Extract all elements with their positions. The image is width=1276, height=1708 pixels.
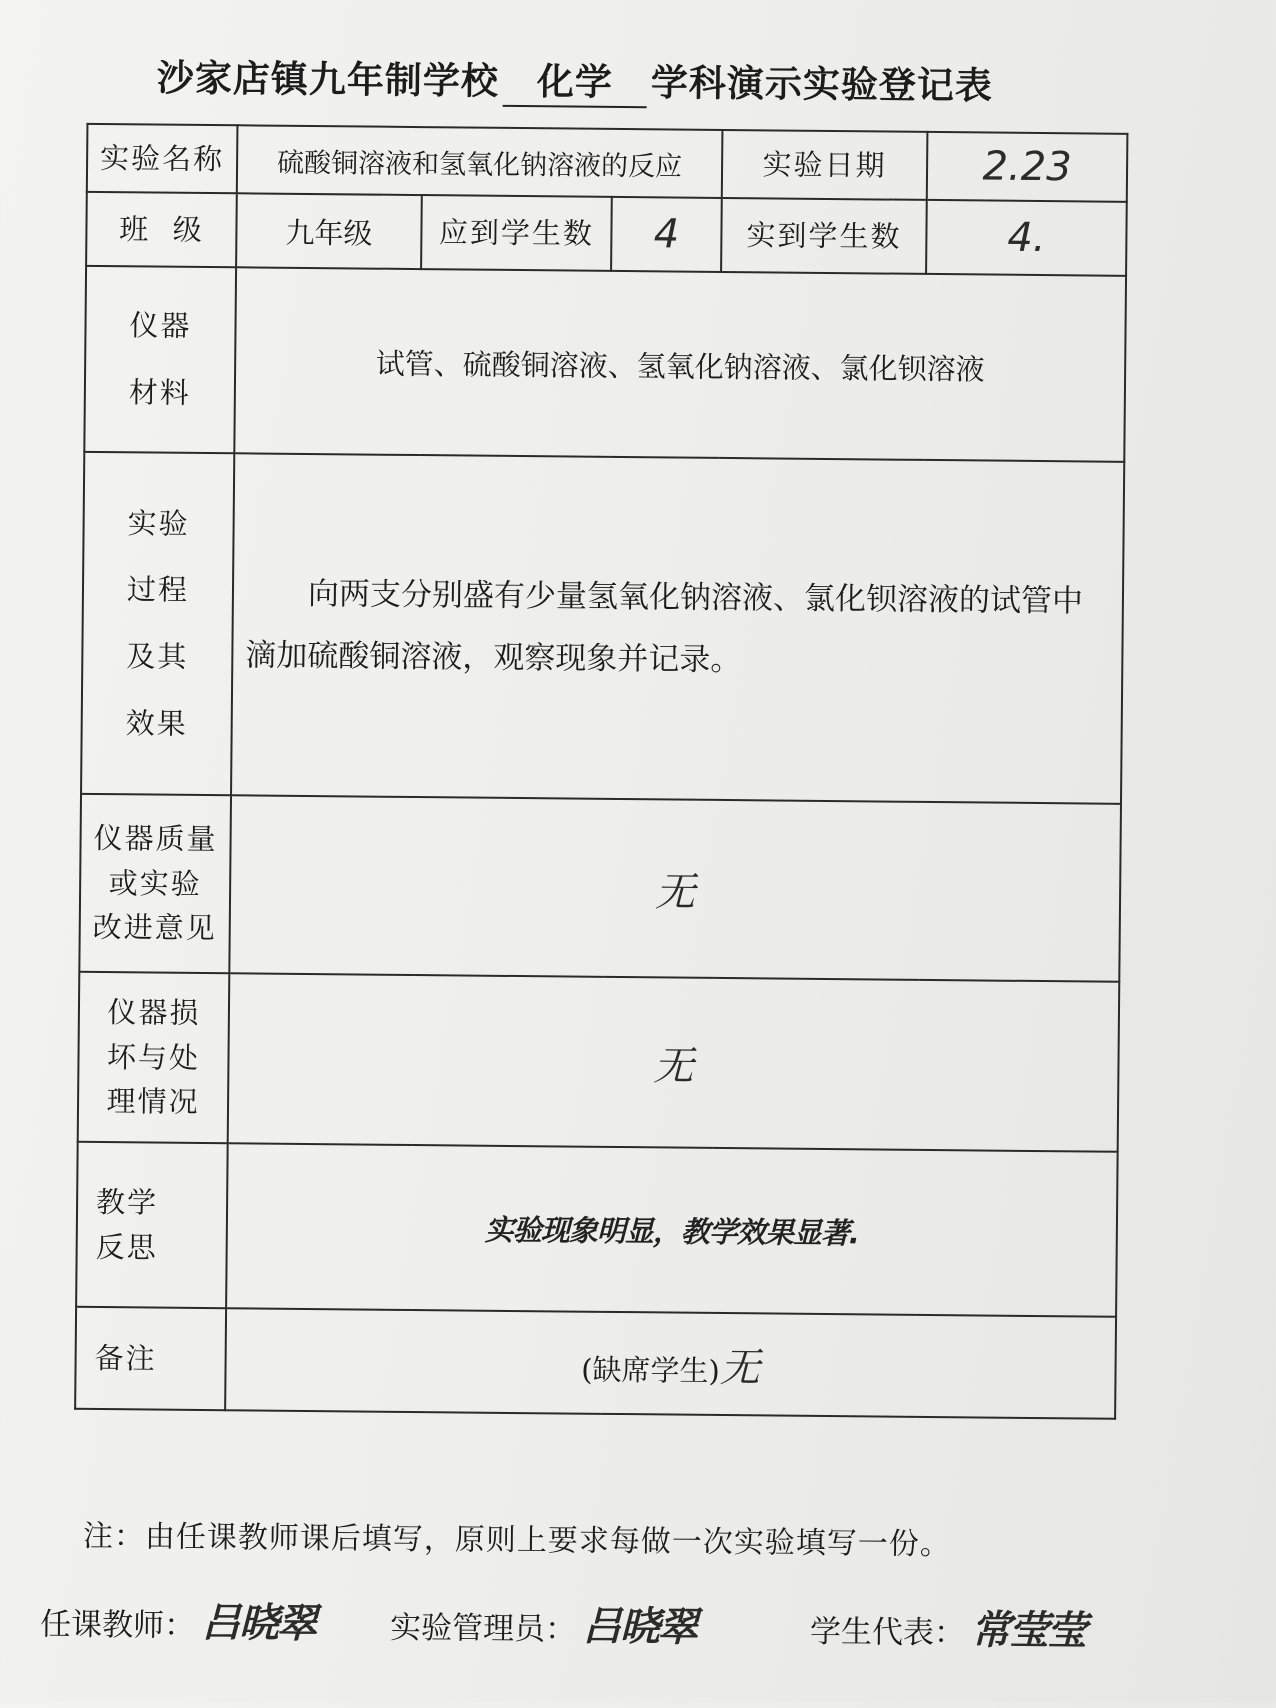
row-process — [81, 452, 1124, 804]
remarks-value: 无 — [719, 1344, 761, 1391]
materials-label-line-2: 材料 — [128, 375, 192, 410]
process-label-line-2: 过程 — [126, 572, 190, 608]
experiment-name-label: 实验名称 — [87, 124, 238, 193]
admin-signature — [390, 1593, 697, 1653]
process-label-line-3: 及其 — [126, 639, 189, 674]
row-damage — [78, 972, 1120, 1152]
admin-name: 吕晓翠 — [581, 1603, 697, 1651]
title-suffix: 学科演示实验登记表 — [650, 61, 994, 108]
experiment-name-value: 硫酸铜溶液和氢氧化钠溶液的反应 — [237, 125, 723, 198]
experiment-date-label: 实验日期 — [722, 130, 928, 200]
reflection-label-line-2: 反思 — [95, 1229, 158, 1265]
actual-students-label: 实到学生数 — [721, 198, 927, 274]
expected-students-label: 应到学生数 — [421, 195, 612, 271]
signature-row — [39, 1589, 1140, 1655]
admin-label: 实验管理员： — [389, 1609, 577, 1648]
reflection-label — [76, 1142, 228, 1308]
form-title — [157, 48, 1087, 113]
damage-label-line-3: 理情况 — [106, 1084, 200, 1120]
title-prefix: 沙家店镇九年制学校 — [156, 56, 500, 103]
damage-label — [78, 972, 230, 1143]
process-label-line-1: 实验 — [127, 505, 190, 541]
remarks-cell — [225, 1308, 1116, 1419]
row-experiment-name — [87, 124, 1128, 202]
quality-label — [79, 794, 231, 973]
quality-label-line-2: 或实验 — [108, 865, 202, 901]
experiment-date-value: 2.23 — [927, 132, 1128, 202]
materials-label — [84, 266, 236, 453]
damage-label-line-2: 坏与处 — [106, 1039, 201, 1075]
row-remarks — [75, 1307, 1116, 1419]
student-rep-name: 常莹莹 — [970, 1607, 1086, 1655]
student-rep-signature — [810, 1597, 1086, 1657]
student-rep-label: 学生代表： — [809, 1613, 966, 1652]
quality-value: 无 — [229, 795, 1121, 982]
row-reflection — [76, 1142, 1118, 1317]
actual-students-value: 4. — [926, 200, 1127, 276]
footer-note: 注：由任课教师课后填写，原则上要求每做一次实验填写一份。 — [82, 1518, 952, 1563]
expected-students-value: 4 — [611, 197, 722, 272]
registration-table — [74, 123, 1128, 1420]
class-value: 九年级 — [236, 193, 422, 269]
materials-value: 试管、硫酸铜溶液、氢氧化钠溶液、氯化钡溶液 — [234, 267, 1126, 462]
process-label-line-4: 效果 — [125, 705, 188, 741]
row-class — [86, 192, 1127, 276]
row-quality — [79, 794, 1121, 982]
damage-label-line-1: 仪器损 — [107, 994, 201, 1030]
reflection-value: 实验现象明显，教学效果显著. — [226, 1143, 1118, 1317]
materials-label-line-1: 仪器 — [129, 308, 192, 344]
teacher-signature — [40, 1589, 316, 1649]
class-label: 班 级 — [86, 192, 237, 267]
process-label — [81, 452, 234, 795]
damage-value: 无 — [228, 973, 1120, 1152]
reflection-label-line-1: 教学 — [95, 1184, 159, 1220]
quality-label-line-3: 改进意见 — [92, 910, 217, 946]
quality-label-line-1: 仪器质量 — [93, 820, 218, 856]
row-materials — [84, 266, 1126, 462]
teacher-name: 吕晓翠 — [200, 1600, 316, 1648]
teacher-label: 任课教师： — [39, 1606, 196, 1644]
subject-blank: 化学 — [503, 51, 648, 108]
remarks-prefix: (缺席学生) — [581, 1352, 721, 1388]
process-cell — [231, 453, 1124, 804]
process-value: 向两支分别盛有少量氢氧化钠溶液、氯化钡溶液的试管中滴加硫酸铜溶液，观察现象并记录。 — [245, 575, 1084, 679]
remarks-label: 备注 — [75, 1307, 226, 1410]
